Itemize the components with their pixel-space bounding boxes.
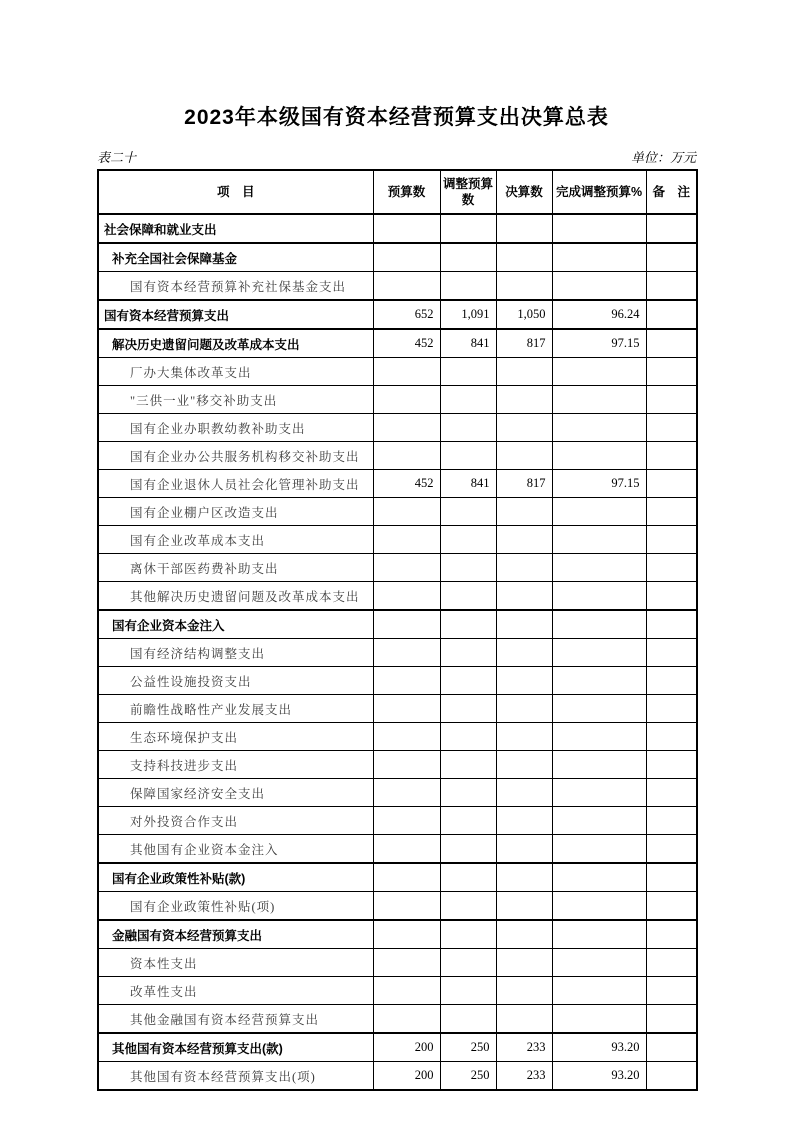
item-cell: 国有企业政策性补贴(项)	[98, 892, 373, 921]
value-cell	[440, 639, 496, 667]
item-cell: 其他国有资本经营预算支出(款)	[98, 1033, 373, 1062]
table-row	[98, 498, 697, 526]
value-cell	[440, 243, 496, 272]
value-cell	[440, 610, 496, 639]
item-cell: 国有资本经营预算支出	[98, 300, 373, 329]
value-cell	[496, 386, 552, 414]
value-cell	[440, 751, 496, 779]
value-cell	[440, 949, 496, 977]
value-cell	[552, 639, 646, 667]
page-title: 2023年本级国有资本经营预算支出决算总表	[184, 106, 609, 129]
value-cell	[373, 272, 440, 301]
value-cell	[646, 751, 697, 779]
value-cell	[646, 863, 697, 892]
table-row	[98, 414, 697, 442]
table-row	[98, 920, 697, 949]
value-cell	[373, 920, 440, 949]
value-cell	[496, 667, 552, 695]
value-cell	[552, 695, 646, 723]
item-cell: 国有资本经营预算补充社保基金支出	[98, 272, 373, 301]
value-cell	[646, 835, 697, 864]
value-cell: 96.24	[552, 300, 646, 329]
value-cell	[496, 554, 552, 582]
table-row	[98, 1033, 697, 1062]
item-cell: 补充全国社会保障基金	[98, 243, 373, 272]
value-cell	[646, 667, 697, 695]
value-cell	[552, 1005, 646, 1034]
value-cell	[552, 723, 646, 751]
table-row	[98, 835, 697, 864]
value-cell	[496, 243, 552, 272]
value-cell	[440, 835, 496, 864]
value-cell: 250	[440, 1062, 496, 1091]
value-cell	[373, 751, 440, 779]
value-cell	[496, 949, 552, 977]
value-cell	[373, 358, 440, 386]
value-cell	[552, 526, 646, 554]
table-row	[98, 214, 697, 243]
value-cell	[552, 414, 646, 442]
item-cell: 国有企业办公共服务机构移交补助支出	[98, 442, 373, 470]
value-cell	[552, 386, 646, 414]
item-cell: 离休干部医药费补助支出	[98, 554, 373, 582]
value-cell	[496, 835, 552, 864]
value-cell	[496, 358, 552, 386]
value-cell	[373, 723, 440, 751]
value-cell	[552, 807, 646, 835]
value-cell: 233	[496, 1062, 552, 1091]
value-cell	[373, 554, 440, 582]
value-cell	[440, 920, 496, 949]
value-cell: 97.15	[552, 329, 646, 358]
value-cell	[496, 214, 552, 243]
item-cell: 保障国家经济安全支出	[98, 779, 373, 807]
value-cell	[646, 610, 697, 639]
value-cell	[646, 1033, 697, 1062]
value-cell	[440, 358, 496, 386]
value-cell: 97.15	[552, 470, 646, 498]
table-row	[98, 667, 697, 695]
item-cell: 其他解决历史遗留问题及改革成本支出	[98, 582, 373, 611]
value-cell	[440, 892, 496, 921]
item-cell: 国有企业政策性补贴(款)	[98, 863, 373, 892]
value-cell	[373, 414, 440, 442]
value-cell	[440, 442, 496, 470]
value-cell	[496, 863, 552, 892]
table-row	[98, 807, 697, 835]
value-cell	[552, 442, 646, 470]
table-row	[98, 723, 697, 751]
value-cell	[646, 1005, 697, 1034]
table-header	[98, 170, 697, 214]
value-cell	[646, 723, 697, 751]
value-cell	[496, 892, 552, 921]
value-cell	[496, 639, 552, 667]
value-cell	[552, 214, 646, 243]
value-cell: 1,091	[440, 300, 496, 329]
value-cell	[646, 695, 697, 723]
value-cell	[552, 498, 646, 526]
unit-label: 单位：万元	[630, 150, 696, 165]
col-header-completion-pct: 完成调整预算%	[552, 170, 646, 214]
value-cell	[373, 243, 440, 272]
table-row	[98, 243, 697, 272]
table-row	[98, 582, 697, 611]
value-cell	[646, 300, 697, 329]
value-cell	[552, 751, 646, 779]
value-cell	[646, 358, 697, 386]
value-cell	[373, 498, 440, 526]
value-cell	[373, 1005, 440, 1034]
table-row	[98, 554, 697, 582]
value-cell	[373, 610, 440, 639]
value-cell	[552, 272, 646, 301]
value-cell	[646, 272, 697, 301]
value-cell: 841	[440, 470, 496, 498]
table-row	[98, 892, 697, 921]
budget-table	[97, 169, 698, 1091]
value-cell	[440, 386, 496, 414]
table-meta	[97, 147, 696, 166]
value-cell	[646, 386, 697, 414]
table-row	[98, 610, 697, 639]
value-cell	[373, 863, 440, 892]
item-cell: 对外投资合作支出	[98, 807, 373, 835]
item-cell: 支持科技进步支出	[98, 751, 373, 779]
table-row	[98, 272, 697, 301]
col-header-final: 决算数	[496, 170, 552, 214]
table-row	[98, 470, 697, 498]
value-cell	[646, 526, 697, 554]
value-cell	[496, 723, 552, 751]
value-cell	[496, 442, 552, 470]
value-cell	[496, 751, 552, 779]
value-cell	[496, 1005, 552, 1034]
value-cell	[646, 243, 697, 272]
value-cell	[373, 949, 440, 977]
value-cell	[552, 949, 646, 977]
value-cell	[496, 807, 552, 835]
value-cell	[552, 863, 646, 892]
value-cell: 452	[373, 329, 440, 358]
table-row	[98, 358, 697, 386]
value-cell	[373, 807, 440, 835]
table-number-label: 表二十	[97, 150, 137, 165]
value-cell	[552, 892, 646, 921]
item-cell: 国有企业资本金注入	[98, 610, 373, 639]
value-cell: 93.20	[552, 1033, 646, 1062]
table-row	[98, 751, 697, 779]
value-cell	[440, 667, 496, 695]
value-cell	[373, 214, 440, 243]
value-cell	[496, 498, 552, 526]
col-header-item: 项 目	[98, 170, 373, 214]
value-cell	[496, 695, 552, 723]
value-cell	[646, 582, 697, 611]
value-cell	[373, 977, 440, 1005]
value-cell	[496, 610, 552, 639]
value-cell	[373, 386, 440, 414]
table-row	[98, 1062, 697, 1091]
item-cell: 其他国有企业资本金注入	[98, 835, 373, 864]
col-header-remarks: 备 注	[646, 170, 697, 214]
value-cell	[552, 358, 646, 386]
value-cell: 841	[440, 329, 496, 358]
value-cell	[646, 920, 697, 949]
value-cell	[552, 920, 646, 949]
value-cell	[496, 920, 552, 949]
value-cell	[552, 610, 646, 639]
value-cell	[646, 414, 697, 442]
item-cell: 改革性支出	[98, 977, 373, 1005]
item-cell: 国有经济结构调整支出	[98, 639, 373, 667]
item-cell: 金融国有资本经营预算支出	[98, 920, 373, 949]
value-cell	[496, 977, 552, 1005]
value-cell	[646, 949, 697, 977]
value-cell	[552, 779, 646, 807]
value-cell	[440, 582, 496, 611]
table-body	[98, 214, 697, 1090]
value-cell	[373, 835, 440, 864]
value-cell: 93.20	[552, 1062, 646, 1091]
value-cell	[440, 272, 496, 301]
value-cell	[646, 554, 697, 582]
item-cell: 其他金融国有资本经营预算支出	[98, 1005, 373, 1034]
value-cell	[373, 582, 440, 611]
value-cell	[440, 723, 496, 751]
value-cell	[646, 807, 697, 835]
table-row	[98, 695, 697, 723]
value-cell	[440, 554, 496, 582]
item-cell: 生态环境保护支出	[98, 723, 373, 751]
value-cell	[496, 414, 552, 442]
value-cell	[440, 779, 496, 807]
value-cell	[646, 442, 697, 470]
value-cell	[373, 442, 440, 470]
table-row	[98, 442, 697, 470]
value-cell: 200	[373, 1062, 440, 1091]
value-cell	[373, 779, 440, 807]
col-header-adjusted-budget: 调整预算数	[440, 170, 496, 214]
header-row	[98, 170, 697, 214]
value-cell: 652	[373, 300, 440, 329]
value-cell	[373, 892, 440, 921]
value-cell	[440, 526, 496, 554]
value-cell: 817	[496, 470, 552, 498]
value-cell	[440, 807, 496, 835]
value-cell	[496, 779, 552, 807]
value-cell	[496, 526, 552, 554]
item-cell: 厂办大集体改革支出	[98, 358, 373, 386]
value-cell	[646, 329, 697, 358]
table-row	[98, 329, 697, 358]
item-cell: 前瞻性战略性产业发展支出	[98, 695, 373, 723]
value-cell	[646, 214, 697, 243]
item-cell: 其他国有资本经营预算支出(项)	[98, 1062, 373, 1091]
value-cell	[552, 835, 646, 864]
table-row	[98, 526, 697, 554]
value-cell	[552, 554, 646, 582]
item-cell: 国有企业办职教幼教补助支出	[98, 414, 373, 442]
value-cell: 233	[496, 1033, 552, 1062]
item-cell: 社会保障和就业支出	[98, 214, 373, 243]
value-cell	[646, 779, 697, 807]
value-cell	[646, 977, 697, 1005]
value-cell	[646, 892, 697, 921]
value-cell	[552, 667, 646, 695]
value-cell	[440, 695, 496, 723]
value-cell	[440, 977, 496, 1005]
table-row	[98, 977, 697, 1005]
value-cell: 452	[373, 470, 440, 498]
item-cell: 国有企业退休人员社会化管理补助支出	[98, 470, 373, 498]
value-cell	[496, 272, 552, 301]
value-cell: 250	[440, 1033, 496, 1062]
value-cell: 200	[373, 1033, 440, 1062]
value-cell	[646, 470, 697, 498]
value-cell	[440, 498, 496, 526]
item-cell: 公益性设施投资支出	[98, 667, 373, 695]
value-cell	[646, 639, 697, 667]
value-cell	[373, 695, 440, 723]
value-cell	[552, 977, 646, 1005]
value-cell	[646, 1062, 697, 1091]
value-cell	[440, 214, 496, 243]
table-row	[98, 949, 697, 977]
value-cell	[373, 526, 440, 554]
value-cell	[552, 582, 646, 611]
item-cell: 解决历史遗留问题及改革成本支出	[98, 329, 373, 358]
item-cell: 资本性支出	[98, 949, 373, 977]
value-cell	[496, 582, 552, 611]
table-row	[98, 386, 697, 414]
value-cell: 1,050	[496, 300, 552, 329]
value-cell	[373, 639, 440, 667]
item-cell: 国有企业棚户区改造支出	[98, 498, 373, 526]
value-cell	[552, 243, 646, 272]
value-cell	[440, 863, 496, 892]
item-cell: "三供一业"移交补助支出	[98, 386, 373, 414]
value-cell: 817	[496, 329, 552, 358]
table-row	[98, 1005, 697, 1034]
table-row	[98, 779, 697, 807]
table-row	[98, 639, 697, 667]
col-header-budget: 预算数	[373, 170, 440, 214]
value-cell	[440, 1005, 496, 1034]
value-cell	[646, 498, 697, 526]
table-section	[97, 147, 696, 1091]
value-cell	[373, 667, 440, 695]
item-cell: 国有企业改革成本支出	[98, 526, 373, 554]
table-row	[98, 863, 697, 892]
value-cell	[440, 414, 496, 442]
table-row	[98, 300, 697, 329]
